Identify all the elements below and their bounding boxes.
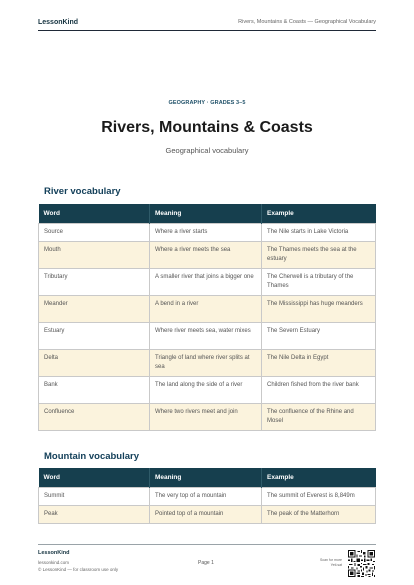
page-header <box>38 14 376 31</box>
cell-meaning: The land along the side of a river <box>150 377 262 404</box>
table-row <box>39 506 376 524</box>
column-header-example: Example <box>262 468 376 488</box>
cell-example: The Severn Estuary <box>262 323 376 350</box>
cell-word: Confluence <box>39 404 150 431</box>
qr-scan-label: Scan for more Yeti.sat <box>320 558 342 567</box>
table-row <box>39 269 376 296</box>
cell-example: Children fished from the river bank <box>262 377 376 404</box>
subject-label: GEOGRAPHY · GRADES 3–5 <box>168 100 246 106</box>
table-row <box>39 350 376 377</box>
cell-word: Peak <box>39 506 150 524</box>
table-row <box>39 296 376 323</box>
table-row <box>39 224 376 242</box>
cell-word: Tributary <box>39 269 150 296</box>
cell-example: The Mississippi has huge meanders <box>262 296 376 323</box>
cell-word: Estuary <box>39 323 150 350</box>
column-header-example: Example <box>262 204 376 224</box>
column-header-word: Word <box>39 204 150 224</box>
qr-code-icon <box>348 550 375 577</box>
river-vocabulary-table <box>38 204 376 431</box>
section-heading-mountains: Mountain vocabulary <box>44 451 140 462</box>
cell-word: Mouth <box>39 242 150 269</box>
cell-example: The summit of Everest is 8,849m <box>262 488 376 506</box>
section-heading-rivers: River vocabulary <box>44 186 121 197</box>
page-number: Page 1 <box>198 560 214 566</box>
cell-example: The confluence of the Rhine and Mosel <box>262 404 376 431</box>
table-row <box>39 323 376 350</box>
cell-word: Bank <box>39 377 150 404</box>
table-row <box>39 404 376 431</box>
table-row <box>39 242 376 269</box>
cell-meaning: Where river meets sea, water mixes <box>150 323 262 350</box>
table-row <box>39 377 376 404</box>
table-header-row <box>39 468 376 488</box>
mountain-vocabulary-table <box>38 468 376 524</box>
page-subtitle: Geographical vocabulary <box>165 146 249 155</box>
footer-divider <box>38 544 376 545</box>
cell-example: The peak of the Matterhorn <box>262 506 376 524</box>
cell-meaning: Triangle of land where river splits at sea <box>150 350 262 377</box>
column-header-meaning: Meaning <box>150 204 262 224</box>
column-header-meaning: Meaning <box>150 468 262 488</box>
document-title: Rivers, Mountains & Coasts — Geographical Vocabulary <box>238 19 376 25</box>
cell-meaning: Where a river starts <box>150 224 262 242</box>
cell-meaning: A smaller river that joins a bigger one <box>150 269 262 296</box>
cell-example: The Thames meets the sea at the estuary <box>262 242 376 269</box>
footer-brand: LessonKind <box>38 550 70 556</box>
cell-word: Summit <box>39 488 150 506</box>
page-title: Rivers, Mountains & Coasts <box>101 119 313 136</box>
cell-meaning: Where two rivers meet and join <box>150 404 262 431</box>
table-row <box>39 488 376 506</box>
cell-meaning: A bend in a river <box>150 296 262 323</box>
footer-copyright: © LessonKind — for classroom use only <box>38 567 119 572</box>
cell-word: Source <box>39 224 150 242</box>
cell-meaning: Pointed top of a mountain <box>150 506 262 524</box>
brand-logo-text: LessonKind <box>38 18 79 26</box>
cell-example: The Nile starts in Lake Victoria <box>262 224 376 242</box>
column-header-word: Word <box>39 468 150 488</box>
cell-example: The Nile Delta in Egypt <box>262 350 376 377</box>
footer-website: lessonkind.com <box>38 560 70 565</box>
cell-meaning: The very top of a mountain <box>150 488 262 506</box>
table-header-row <box>39 204 376 224</box>
cell-word: Meander <box>39 296 150 323</box>
cell-meaning: Where a river meets the sea <box>150 242 262 269</box>
cell-example: The Cherwell is a tributary of the Thames <box>262 269 376 296</box>
cell-word: Delta <box>39 350 150 377</box>
